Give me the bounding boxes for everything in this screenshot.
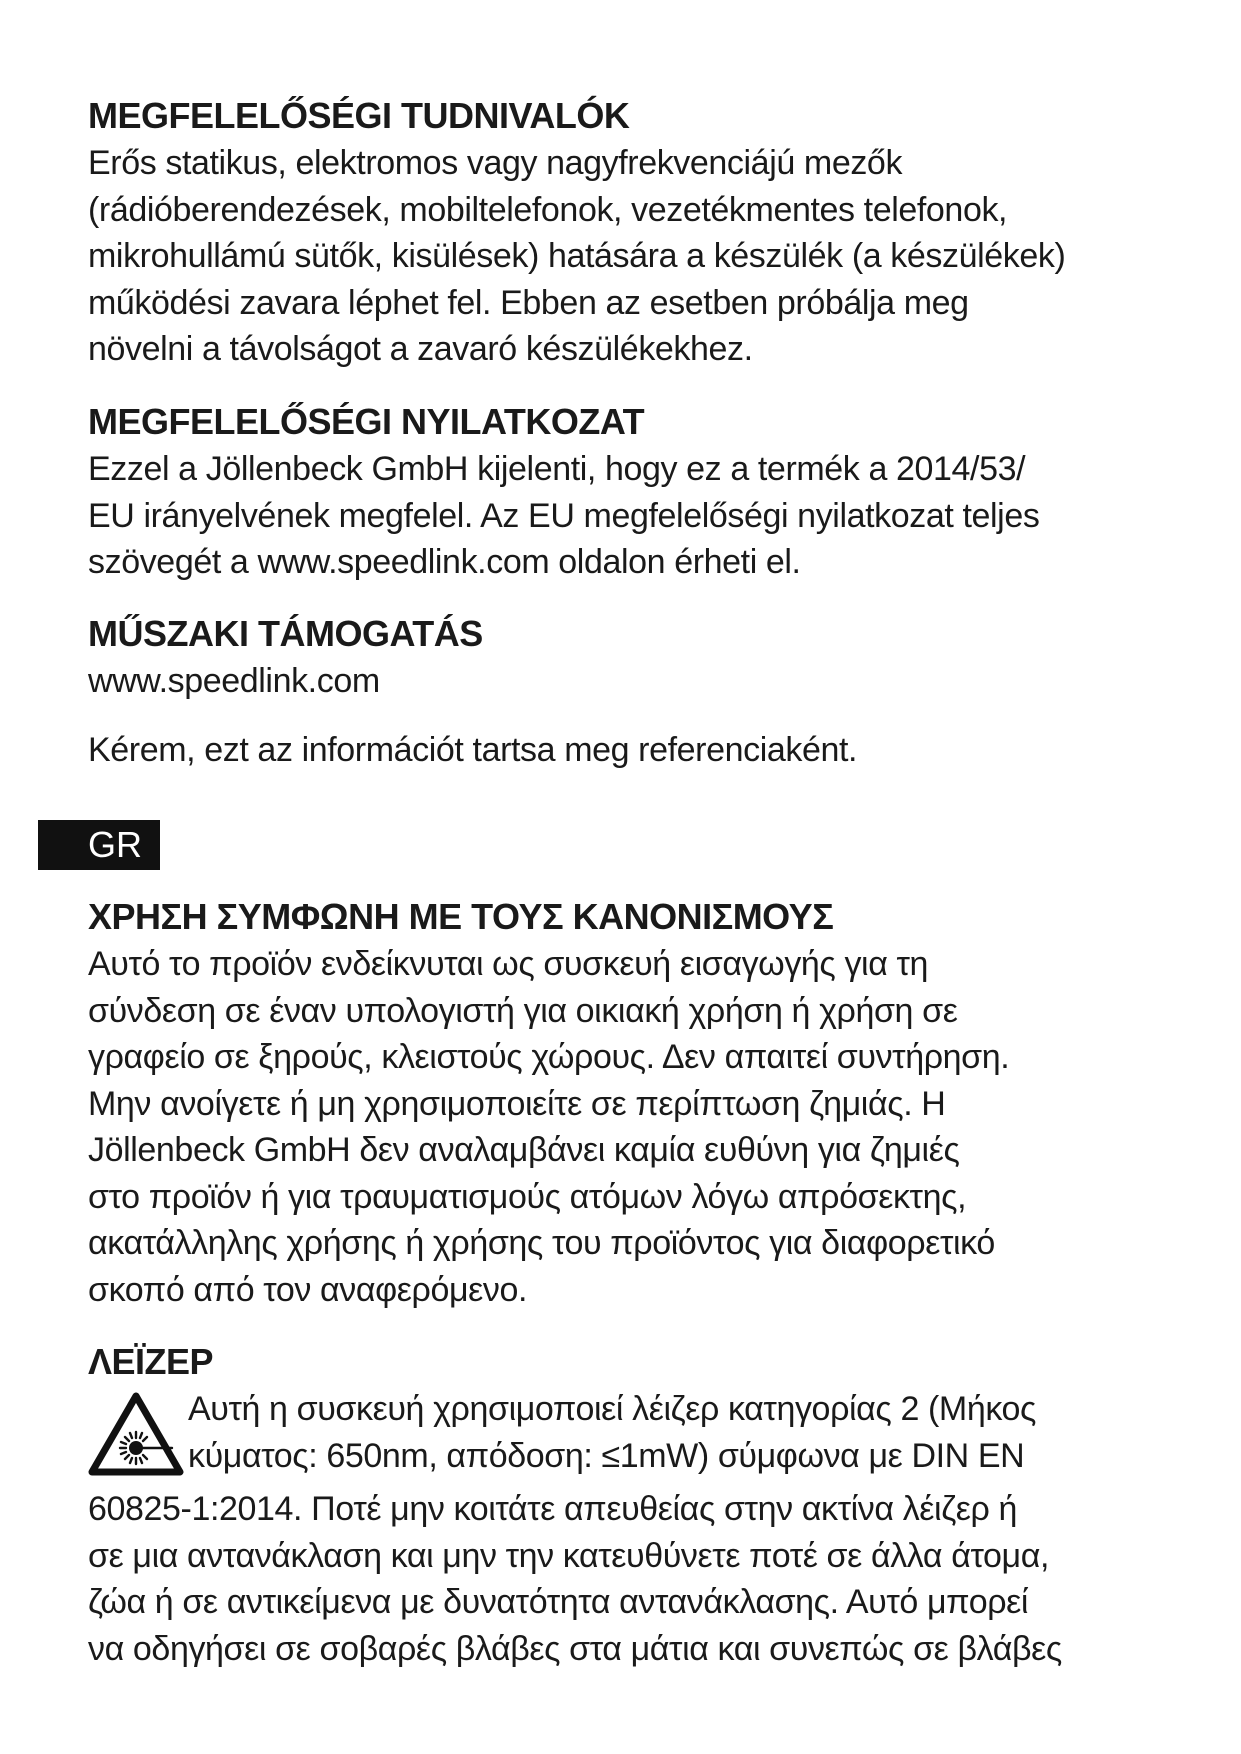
laser-warning-row bbox=[88, 1386, 1168, 1486]
intended-use-heading: ΧΡΗΣΗ ΣΥΜΦΩΝΗ ΜΕ ΤΟΥΣ ΚΑΝΟΝΙΣΜΟΥΣ bbox=[88, 896, 834, 937]
laser-warning-icon bbox=[88, 1392, 184, 1478]
compliance-notes-section bbox=[88, 92, 1168, 373]
declaration-text: Ezzel a Jöllenbeck GmbH kijelenti, hogy ez a termék a 2014/53/ EU irányelvének megfelel. Az EU megfelelőségi nyilatkozat teljes szövegét a www.speedlink.com oldalon érheti el. bbox=[88, 450, 1040, 581]
compliance-notes-heading: MEGFELELŐSÉGI TUDNIVALÓK bbox=[88, 95, 630, 136]
support-url: www.speedlink.com bbox=[88, 662, 380, 700]
language-tag-gr: GR bbox=[38, 820, 160, 870]
intended-use-text: Αυτό το προϊόν ενδείκνυται ως συσκευή εισαγωγής για τη σύνδεση σε έναν υπολογιστή για οικιακή χρήση ή χρήση σε γραφείο σε ξηρούς, κλειστούς χώρους. Δεν απαιτεί συντήρηση. Μην ανοίγετε ή μη χρησιμοποιείτε σε περίπτωση ζημιάς. Η Jöllenbeck GmbH δεν αναλαμβάνει καμία ευθύνη για ζημιές στο προϊόν ή για τραυματισμούς ατόμων λόγω απρόσεκτης, ακατάλληλης χρήσης ή χρήσης του προϊόντος για διαφορετικό σκοπό από τον αναφερόμενο. bbox=[88, 945, 1010, 1309]
compliance-notes-text: Erős statikus, elektromos vagy nagyfrekvenciájú mezők (rádióberendezések, mobiltelefonok, vezetékmentes telefonok, mikrohullámú sütők, kisülések) hatására a készülék (a készülékek) működési zavara léphet fel. Ebben az esetben próbálja meg növelni a távolságot a zavaró készülékekhez. bbox=[88, 144, 1066, 368]
declaration-heading: MEGFELELŐSÉGI NYILATKOZAT bbox=[88, 401, 645, 442]
laser-heading: ΛΕΪΖΕΡ bbox=[88, 1341, 214, 1382]
intended-use-section bbox=[88, 893, 1168, 1313]
support-heading: MŰSZAKI TÁMOGATÁS bbox=[88, 613, 483, 654]
laser-intro-text: Αυτή η συσκευή χρησιμοποιεί λέιζερ κατηγορίας 2 (Μήκος κύματος: 650nm, απόδοση: ≤1mW) σύμφωνα με DIN EN bbox=[188, 1390, 1037, 1475]
laser-warning-text: 60825-1:2014. Ποτέ μην κοιτάτε απευθείας στην ακτίνα λέιζερ ή σε μια αντανάκλαση και μην την κατευθύνετε ποτέ σε άλλα άτομα, ζώα ή σε αντικείμενα με δυνατότητα αντανάκλασης. Αυτό μπορεί να οδηγήσει σε σοβαρές βλάβες στα μάτια και συνεπώς σε βλάβες bbox=[88, 1490, 1062, 1668]
declaration-section bbox=[88, 398, 1168, 586]
support-note: Kérem, ezt az információt tartsa meg referenciaként. bbox=[88, 730, 858, 769]
support-section bbox=[88, 610, 1168, 773]
laser-section bbox=[88, 1338, 1168, 1672]
